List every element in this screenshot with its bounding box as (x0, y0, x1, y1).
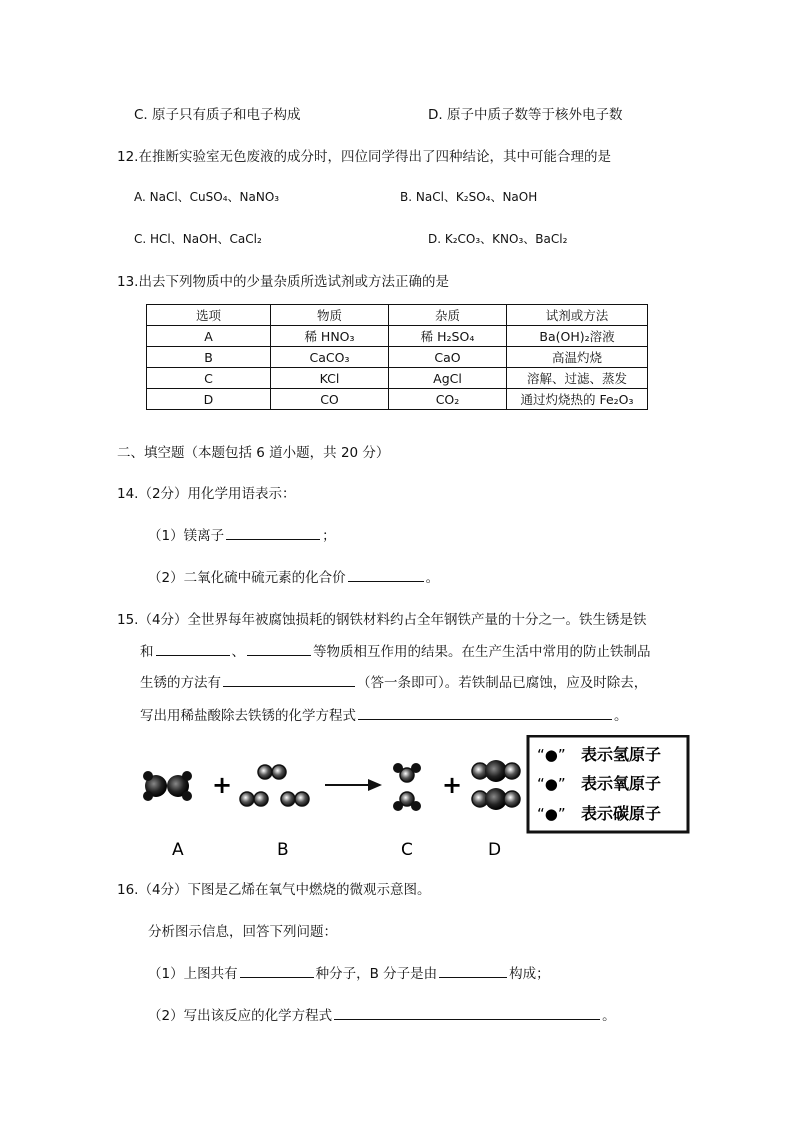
legend-label-oxygen: 表示氧原子 (581, 774, 662, 793)
molecule-d-carbon-dioxide (472, 760, 520, 810)
q16-text: 。 (602, 1008, 616, 1024)
table-cell: A (147, 326, 271, 347)
q11-option-c: C. 原子只有质子和电子构成 (134, 107, 301, 123)
q14-part1-label: （1）镁离子 (148, 528, 225, 544)
label-d: D (488, 840, 502, 860)
molecule-b-oxygen (240, 765, 309, 806)
table-row (147, 347, 648, 368)
q12-option-b: B. NaCl、K₂SO₄、NaOH (400, 190, 538, 204)
q13-table (146, 304, 648, 410)
reaction-arrow-icon (325, 779, 382, 791)
q15-text: 和 (140, 644, 154, 660)
table-row (147, 368, 648, 389)
q14-part1 (148, 524, 336, 544)
q15-answer-blank-2[interactable] (247, 641, 311, 656)
q15-text: 生锈的方法有 (140, 675, 221, 691)
table-cell: 溶解、过滤、蒸发 (507, 368, 648, 389)
q15-answer-blank-1[interactable] (156, 641, 230, 656)
table-cell: Ba(OH)₂溶液 (507, 326, 648, 347)
plus-sign: + (442, 771, 463, 799)
table-cell: CaO (389, 347, 507, 368)
table-header-cell: 物质 (271, 305, 389, 326)
section-2-title: 二、填空题（本题包括 6 道小题，共 20 分） (117, 445, 390, 461)
legend-label-hydrogen: 表示氢原子 (581, 745, 662, 764)
q15-text: （答一条即可）。若铁制品已腐蚀，应及时除去， (357, 675, 648, 691)
table-cell: 通过灼烧热的 Fe₂O₃ (507, 389, 648, 410)
table-cell: KCl (271, 368, 389, 389)
q15-text: 写出用稀盐酸除去铁锈的化学方程式 (140, 708, 356, 724)
molecule-a-ethylene (143, 771, 192, 801)
legend-symbol-hydrogen: “●” (537, 746, 566, 764)
q16-text: 构成； (509, 966, 550, 982)
q15-line-1: 15.（4分）全世界每年被腐蚀损耗的钢铁材料约占全年钢铁产量的十分之一。铁生锈是铁 (117, 612, 647, 628)
q15-answer-blank-4[interactable] (358, 705, 612, 720)
q13-stem: 13.出去下列物质中的少量杂质所选试剂或方法正确的是 (117, 274, 449, 290)
q15-text: 等物质相互作用的结果。在生产生活中常用的防止铁制品 (313, 644, 651, 660)
q15-text: 、 (231, 644, 245, 660)
q16-text: 种分子，B 分子是由 (315, 966, 438, 982)
molecule-c-water (393, 763, 421, 811)
table-cell: 稀 HNO₃ (271, 326, 389, 347)
q16-stem: 16.（4分）下图是乙烯在氧气中燃烧的微观示意图。 (117, 882, 431, 898)
q16-part2 (148, 1004, 616, 1024)
reaction-diagram (130, 735, 695, 860)
table-cell: B (147, 347, 271, 368)
q12-option-c: C. HCl、NaOH、CaCl₂ (134, 232, 262, 246)
table-header-row (147, 305, 648, 326)
legend-symbol-oxygen: “●” (537, 775, 566, 793)
q14-answer-blank-2[interactable] (348, 567, 424, 582)
plus-sign: + (212, 771, 233, 799)
table-cell: D (147, 389, 271, 410)
label-c: C (401, 840, 413, 860)
q16-part1 (148, 962, 550, 982)
q15-line-4 (140, 704, 628, 724)
table-cell: CO₂ (389, 389, 507, 410)
q15-line-2 (140, 640, 651, 660)
table-row (147, 389, 648, 410)
q14-stem: 14.（2分）用化学用语表示： (117, 486, 296, 502)
label-a: A (172, 840, 184, 860)
table-header-cell: 选项 (147, 305, 271, 326)
q11-option-d: D. 原子中质子数等于核外电子数 (428, 107, 623, 123)
q14-part2-label: （2）二氧化硫中硫元素的化合价 (148, 570, 346, 586)
label-b: B (277, 840, 289, 860)
q12-stem: 12.在推断实验室无色废液的成分时，四位同学得出了四种结论，其中可能合理的是 (117, 149, 611, 165)
q14-part1-end: ； (322, 528, 336, 544)
table-cell: 稀 H₂SO₄ (389, 326, 507, 347)
table-header-cell: 杂质 (389, 305, 507, 326)
q16-answer-blank-3[interactable] (334, 1005, 600, 1020)
table-header-cell: 试剂或方法 (507, 305, 648, 326)
table-cell: 高温灼烧 (507, 347, 648, 368)
q16-answer-blank-1[interactable] (240, 963, 314, 978)
table-row (147, 326, 648, 347)
table-cell: C (147, 368, 271, 389)
q15-text: 。 (614, 708, 628, 724)
q12-option-a: A. NaCl、CuSO₄、NaNO₃ (134, 190, 280, 204)
q15-answer-blank-3[interactable] (223, 672, 355, 687)
q16-answer-blank-2[interactable] (439, 963, 507, 978)
q12-option-d: D. K₂CO₃、KNO₃、BaCl₂ (428, 232, 568, 246)
q15-line-3 (140, 671, 647, 691)
table-cell: CO (271, 389, 389, 410)
table-cell: AgCl (389, 368, 507, 389)
q16-text: （1）上图共有 (148, 966, 238, 982)
q16-intro: 分析图示信息，回答下列问题： (148, 924, 337, 940)
q16-text: （2）写出该反应的化学方程式 (148, 1008, 333, 1024)
legend-symbol-carbon: “●” (537, 805, 566, 823)
q14-part2 (148, 566, 439, 586)
q14-part2-end: 。 (425, 570, 440, 586)
legend-box (528, 736, 688, 832)
table-cell: CaCO₃ (271, 347, 389, 368)
legend-label-carbon: 表示碳原子 (581, 804, 662, 823)
q14-answer-blank-1[interactable] (226, 525, 320, 540)
